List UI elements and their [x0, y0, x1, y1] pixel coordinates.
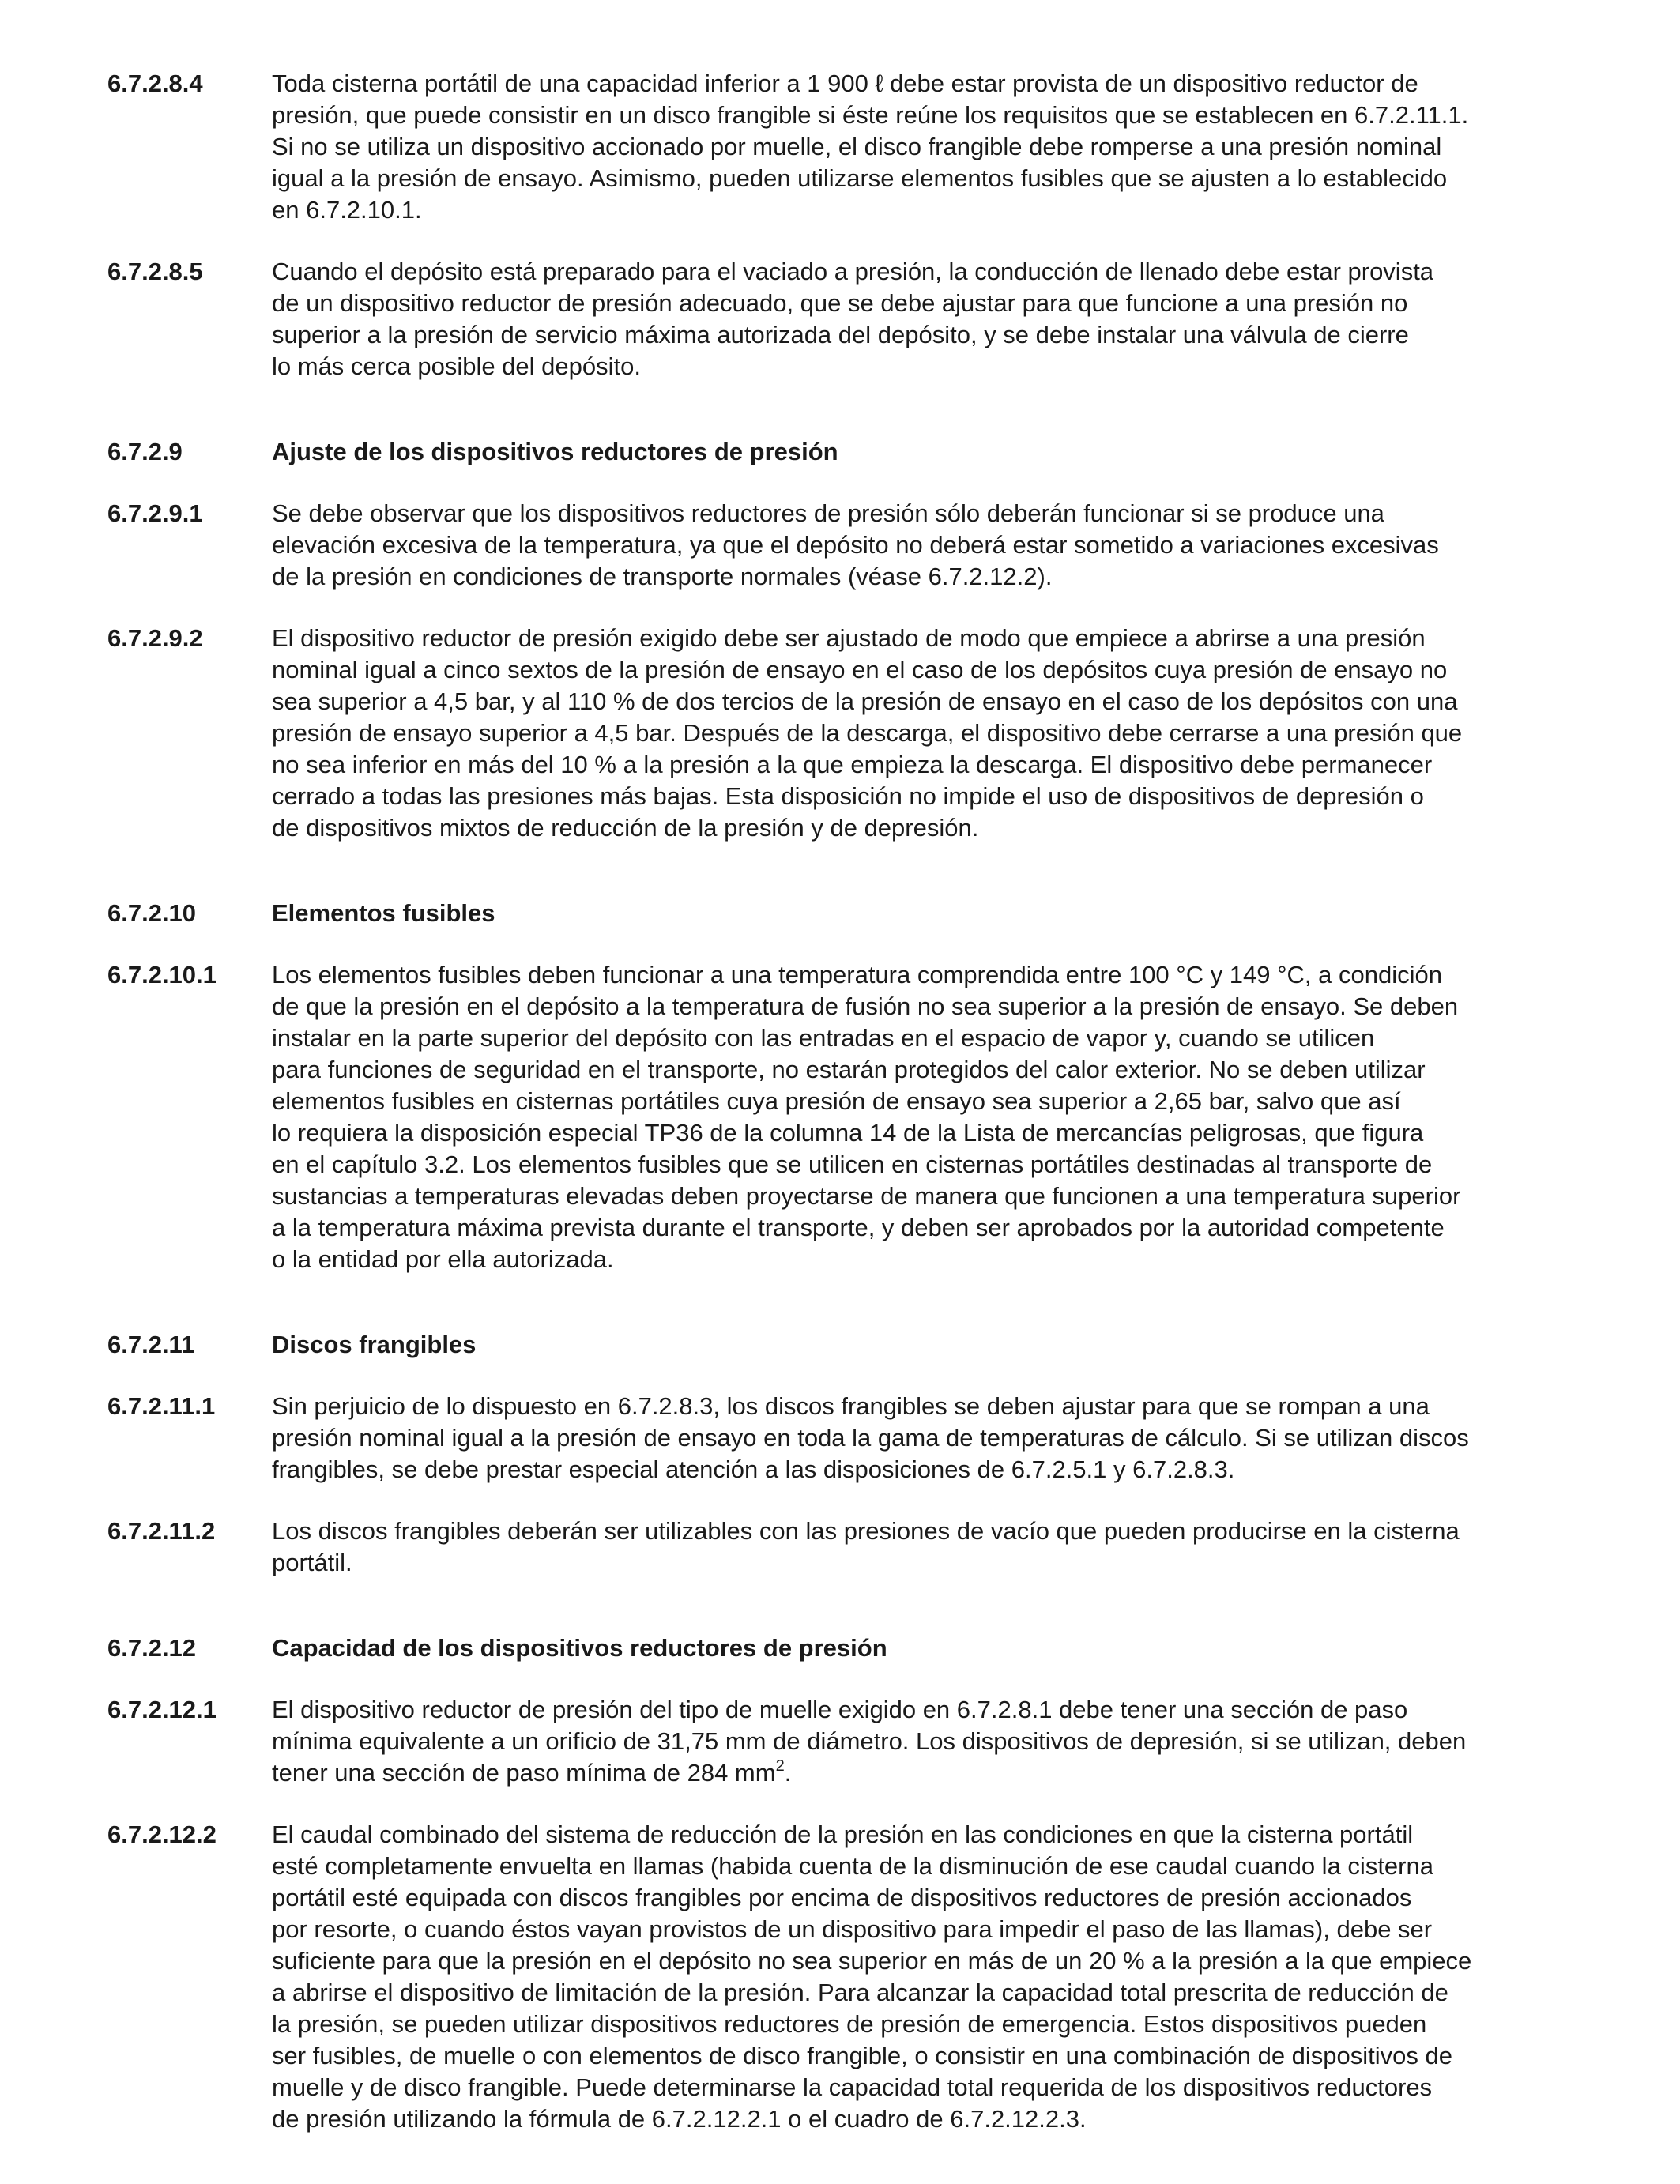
paragraph-6-7-2-8-4 [107, 68, 1561, 226]
section-number: 6.7.2.9.2 [107, 624, 203, 652]
section-heading: Elementos fusibles [272, 899, 495, 927]
paragraph-6-7-2-9-2 [107, 623, 1561, 844]
section-number: 6.7.2.12.1 [107, 1696, 217, 1723]
paragraph-6-7-2-10-1 [107, 959, 1561, 1275]
section-number: 6.7.2.9.1 [107, 499, 203, 527]
paragraph-6-7-2-11-2 [107, 1516, 1561, 1579]
section-heading: Discos frangibles [272, 1331, 477, 1358]
paragraph-6-7-2-8-5 [107, 256, 1561, 382]
paragraph-6-7-2-12-1 [107, 1694, 1561, 1789]
paragraph-text: Sin perjuicio de lo dispuesto en 6.7.2.8.3, los discos frangibles se deben ajustar para que se rompan a una presión nominal igual a la presión de ensayo en toda la gama de temperaturas de cálculo. Si se utilizan discos frangibles, se debe prestar especial atención a las disposiciones de 6.7.2.5.1 y 6.7.2.8.3. [272, 1392, 1469, 1483]
paragraph-text: Cuando el depósito está preparado para el vaciado a presión, la conducción de llenado debe estar provista de un dispositivo reductor de presión adecuado, que se debe ajustar para que funcione a una presión no superior a la presión de servicio máxima autorizada del depósito, y se debe instalar una válvula de cierre lo más cerca posible del depósito. [272, 258, 1434, 380]
paragraph-text: El caudal combinado del sistema de reducción de la presión en las condiciones en que la cisterna portátil esté completamente envuelta en llamas (habida cuenta de la disminución de ese caudal cuando la cisterna portátil esté equipada con discos frangibles por encima de dispositivos reductores de presión accionados por resorte, o cuando éstos vayan provistos de un dispositivo para impedir el paso de las llamas), debe ser suficiente para que la presión en el depósito no sea superior en más de un 20 % a la presión a la que empiece a abrirse el dispositivo de limitación de la presión. Para alcanzar la capacidad total prescrita de reducción de la presión, se pueden utilizar dispositivos reductores de presión de emergencia. Estos dispositivos pueden ser fusibles, de muelle o con elementos de disco frangible, o consistir en una combinación de dispositivos de muelle y de disco frangible. Puede determinarse la capacidad total requerida de los dispositivos reductores de presión utilizando la fórmula de 6.7.2.12.2.1 o el cuadro de 6.7.2.12.2.3. [272, 1821, 1472, 2133]
paragraph-text: Se debe observar que los dispositivos reductores de presión sólo deberán funcionar si se produce una elevación excesiva de la temperatura, ya que el depósito no deberá estar sometido a variaciones excesivas de la presión en condiciones de transporte normales (véase 6.7.2.12.2). [272, 499, 1439, 590]
paragraph-text [272, 1694, 1561, 1789]
section-number: 6.7.2.9 [107, 438, 183, 465]
section-heading: Ajuste de los dispositivos reductores de presión [272, 438, 838, 465]
section-number: 6.7.2.11.2 [107, 1517, 216, 1545]
section-number: 6.7.2.8.5 [107, 258, 203, 285]
section-heading: Capacidad de los dispositivos reductores de presión [272, 1634, 887, 1662]
paragraph-text: El dispositivo reductor de presión exigido debe ser ajustado de modo que empiece a abrirse a una presión nominal igual a cinco sextos de la presión de ensayo en el caso de los depósitos cuya presión de ensayo no sea superior a 4,5 bar, y al 110 % de dos tercios de la presión de ensayo en el caso de los depósitos con una presión de ensayo superior a 4,5 bar. Después de la descarga, el dispositivo debe cerrarse a una presión que no sea inferior en más del 10 % a la presión a la que empieza la descarga. El dispositivo debe permanecer cerrado a todas las presiones más bajas. Esta disposición no impide el uso de dispositivos de depresión o de dispositivos mixtos de reducción de la presión y de depresión. [272, 624, 1463, 842]
paragraph-6-7-2-9-1 [107, 498, 1561, 593]
section-number: 6.7.2.12.2 [107, 1821, 217, 1848]
paragraph-6-7-2-12-2 [107, 1819, 1561, 2135]
section-number: 6.7.2.12 [107, 1634, 197, 1662]
heading-6-7-2-10 [107, 898, 1561, 929]
paragraph-6-7-2-11-1 [107, 1391, 1561, 1485]
paragraph-tail: . [784, 1759, 792, 1787]
section-number: 6.7.2.10.1 [107, 961, 217, 988]
heading-6-7-2-12 [107, 1632, 1561, 1664]
paragraph-text: Los elementos fusibles deben funcionar a una temperatura comprendida entre 100 °C y 149 °C, a condición de que la presión en el depósito a la temperatura de fusión no sea superior a la presión de ensayo. Se deben instalar en la parte superior del depósito con las entradas en el espacio de vapor y, cuando se utilicen para funciones de seguridad en el transporte, no estarán protegidos del calor exterior. No se deben utilizar elementos fusibles en cisternas portátiles cuya presión de ensayo sea superior a 2,65 bar, salvo que así lo requiera la disposición especial TP36 de la columna 14 de la Lista de mercancías peligrosas, que figura en el capítulo 3.2. Los elementos fusibles que se utilicen en cisternas portátiles destinadas al transporte de sustancias a temperaturas elevadas deben proyectarse de manera que funcionen a una temperatura superior a la temperatura máxima prevista durante el transporte, y deben ser aprobados por la autoridad competente o la entidad por ella autorizada. [272, 961, 1461, 1273]
section-number: 6.7.2.11.1 [107, 1392, 216, 1420]
section-number: 6.7.2.8.4 [107, 70, 203, 97]
heading-6-7-2-9 [107, 436, 1561, 468]
superscript: 2 [775, 1757, 785, 1775]
paragraph-text: Los discos frangibles deberán ser utilizables con las presiones de vacío que pueden producirse en la cisterna portátil. [272, 1517, 1460, 1576]
heading-6-7-2-11 [107, 1329, 1561, 1361]
section-number: 6.7.2.11 [107, 1331, 195, 1358]
section-number: 6.7.2.10 [107, 899, 197, 927]
paragraph-text: Toda cisterna portátil de una capacidad inferior a 1 900 ℓ debe estar provista de un dispositivo reductor de presión, que puede consistir en un disco frangible si éste reúne los requisitos que se establecen en 6.7.2.11.1. Si no se utiliza un dispositivo accionado por muelle, el disco frangible debe romperse a una presión nominal igual a la presión de ensayo. Asimismo, pueden utilizarse elementos fusibles que se ajusten a lo establecido en 6.7.2.10.1. [272, 70, 1469, 224]
paragraph-body: El dispositivo reductor de presión del tipo de muelle exigido en 6.7.2.8.1 debe tener una sección de paso mínima equivalente a un orificio de 31,75 mm de diámetro. Los dispositivos de depresión, si se utilizan, deben tener una sección de paso mínima de 284 mm [272, 1696, 1467, 1787]
